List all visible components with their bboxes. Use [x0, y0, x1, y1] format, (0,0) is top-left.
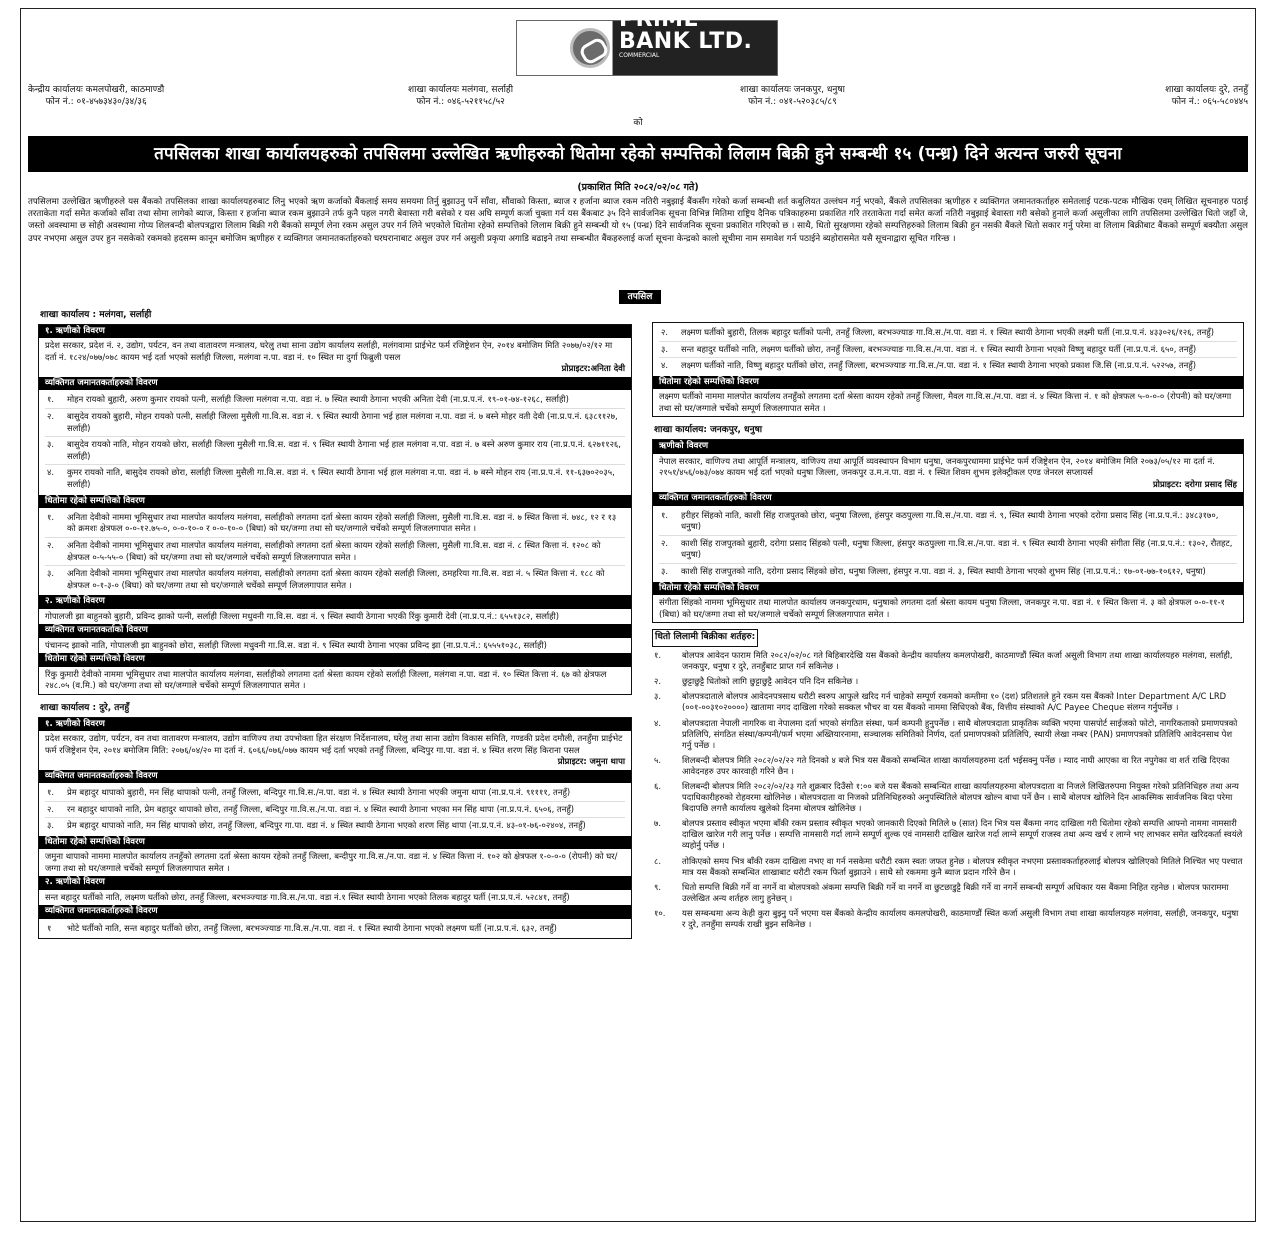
- list-item: ४. लक्ष्मण घर्तीको नाति, विष्णु बहादुर घर्तीको छोरा, तनहुँ जिल्ला, बरभञ्ज्याङ गा.वि.स./न.पा. वडा नं. १ स्थित स्थायी ठेगाना भएको प्रकाश जि.सि (ना.प्र.प.नं. ५२२५७, तनहुँ): [661, 360, 1196, 371]
- guarantor-list: [653, 506, 1243, 582]
- list-item: ३. प्रेम बहादुर थापाको नाति, मन सिंह थापाको छोरा, तनहुँ जिल्ला, बन्दिपुर गा.पा. वडा नं. ४ स्थित स्थायी ठेगाना भएको शरण सिंह थापा (ना.प्र.प.नं. ४३-०१-७६-०२४०४, तनहुँ): [47, 820, 586, 831]
- debtor-section: [652, 439, 1244, 623]
- bank-name: PRiME BANK LTD. $^{COMMERCIAL}$: [619, 7, 753, 59]
- section-body: रिंकु कुमारी देवीको नाममा भूमिसुधार तथा मालपोत कार्यालय मलंगवा, सर्लाहीको लगतमा दर्ता श्रेस्ता कायम रहेको सर्लाही जिल्ला, मलंगवा न.पा. वडा नं. १० स्थित कित्ता नं. ६७ को क्षेत्रफल २४८.०५ (व.मि.) को घर/जग्गा तथा सो घर/जग्गाले चर्चेको सम्पूर्ण लिजलगापात समेत ।: [45, 668, 607, 691]
- terms-heading: धितो लिलामी बिक्रीका शर्तहरु:: [652, 629, 758, 647]
- collateral-list: [39, 508, 631, 596]
- guarantor-list: [653, 323, 1243, 376]
- guarantor-list: [39, 783, 631, 836]
- logo-emblem-area: [517, 21, 613, 75]
- office-dure: शाखा कार्यालयः दुरे, तनहुँ फोन नं.: ०६५-५८०४४५: [1165, 85, 1248, 108]
- left-column: [38, 308, 632, 939]
- branch-heading-janakpur: शाखा कार्यालय: जनकपुर, धनुषा: [654, 425, 763, 436]
- office-malangwa: शाखा कार्यालयः मलंगवा, सर्लाही फोन नं.: ०४६-५२११५८/५२: [408, 85, 514, 108]
- list-item: १. मोहन रायको बुहारी, अरुण कुमार रायको पत्नी, सर्लाही जिल्ला मलंगवा न.पा. वडा नं. ७ स्थित स्थायी ठेगाना भएकी अनिता देवी (ना.प्र.प.नं. १९-०१-७४-१२६८, सर्लाही): [45, 392, 625, 409]
- list-item: ३. अनिता देवीको नाममा भूमिसुधार तथा मालपोत कार्यालय मलंगवा, सर्लाहीको लगतमा दर्ता श्रेस्ता कायम रहेको सर्लाही जिल्ला, ठमहरिया गा.वि.स. वडा नं. ५ स्थित कित्ता नं. १८८ को क्षेत्रफल ०-१-३-० (बिघा) को घर/जग्गा तथा सो घर/जग्गाले चर्चेको सम्पूर्ण लिजलगापात समेत ।: [47, 568, 605, 590]
- list-item: ५. शिलबन्दी बोलपत्र मिति २०८२/०२/२२ गते दिनको ४ बजे भित्र यस बैंकको सम्बन्धित शाखा कार्यालयहरुमा दर्ता भईसक्नु पर्नेछ । म्याद नाघी आएका वा रित नपुगेका वा शर्त राखि दिएका आवेदनहरु उपर कारवाही गरिने छैन ।: [654, 754, 1230, 776]
- branch-heading-malangwa: शाखा कार्यालय : मलंगवा, सर्लाही: [40, 310, 152, 320]
- office-addresses: [28, 84, 1248, 110]
- list-item: ४. कुमर रायको नाति, बासुदेव रायको छोरा, सर्लाही जिल्ला मुसैली गा.वि.स. वडा नं. ९ स्थित स्थायी ठेगाना भई हाल मलंगवा न.पा. वडा नं. ७ बस्ने मोहन राय (ना.प्र.प.नं. ११-६३७०२०३५, सर्लाही): [47, 467, 615, 489]
- notice-title: तपसिलका शाखा कार्यालयहरुको तपसिलमा उल्लेखित ऋणीहरुको धितोमा रहेको सम्पत्तिको लिलाम बिक्री हुने सम्बन्धी १५ (पन्ध्र) दिने अत्यन्त जरुरी सूचना: [28, 136, 1248, 172]
- list-item: २. लक्ष्मण घर्तीको बुहारी, तिलक बहादुर घर्तीको पत्नी, तनहुँ जिल्ला, बरभञ्ज्याङ गा.वि.स./न.पा. वडा नं. १ स्थित स्थायी ठेगाना भएकी लक्ष्मी घर्ती (ना.प्र.प.नं. ४३३०२६/१२६, तनहुँ): [659, 325, 1237, 342]
- section-heading: व्यक्तिगत जमानतकर्ताहरुको विवरण: [653, 492, 1243, 505]
- section-heading: व्यक्तिगत जमानतकर्ताहरुको विवरण: [39, 770, 631, 783]
- list-item: ३. काशी सिंह राजपुतको नाति, दरोगा प्रसाद सिंहको छोरा, धनुषा जिल्ला, हंसपुर न.पा. वडा नं. ३, स्थित स्थायी ठेगाना भएको शुभम सिंह (ना.प्र.प.नं.: १७-०१-७७-१०६१२, धनुषा): [661, 566, 1206, 577]
- list-item: १ भोटे घर्तीको नाति, सन्त बहादुर घर्तीको छोरा, तनहुँ जिल्ला, बरभञ्ज्याङ गा.वि.स./न.पा. वडा नं. १ स्थित स्थायी ठेगाना भएको लक्ष्मण घर्ती (ना.प्र.प.नं. ६३२, तनहुँ): [47, 922, 557, 933]
- section-heading: १. ऋणीको विवरण: [39, 718, 631, 731]
- proprietor: प्रोप्राइटर:अनिता देवी: [561, 363, 625, 374]
- section-body: सन्त बहादुर घर्तीको नाति, लक्ष्मण घर्तीको छोरा, तनहुँ जिल्ला, बरभञ्ज्याङ गा.वि.स./न.पा. वडा नं.१ स्थित स्थायी ठेगाना भएको तिलक बहादुर घर्ती (ना.प्र.प.नं. ५२८४१, तनहुँ): [45, 891, 570, 902]
- section-body: प्रदेश सरकार, उद्योग, पर्यटन, वन तथा वातावरण मन्त्रालय, उद्योग वाणिज्य तथा उपभोक्ता हित संरक्षण निर्देशनालय, घरेलु तथा साना उद्योग विकास समिति, गण्डकी प्रदेश दमौली, तनहुँमा प्राईभेट फर्म रजिष्ट्रेशन ऐन, २०१४ बमोजिम मिति: २०७६/०४/२० मा दर्ता नं. ६०६६/०७६/०७७ कायम भई दर्ता भएको तनहुँ जिल्ला, बन्दिपुर गा.पा. वडा नं. ४ स्थित शरण सिंह किराना पसल प्रोप्राइटर: जमुना थापा: [45, 733, 625, 767]
- section-heading: धितोमा रहेको सम्पत्तिको विवरण: [653, 582, 1243, 595]
- list-item: १०. यस सम्बन्धमा अन्य केही कुरा बुझ्नु पर्ने भएमा यस बैंकको केन्द्रीय कार्यालय कमलपोखरी, काठमाण्डौं स्थित कर्जा असुली विभाग तथा शाखा कार्यालयहरु मलंगवा, सर्लाही, जनकपुर, धनुषा र दुरे, तनहुँमा सम्पर्क राखी बुझ्न सकिनेछ ।: [654, 907, 1239, 929]
- list-item: ३. बोलपत्रदाताले बोलपत्र आवेदनपत्रसाथ धरौटी स्वरुप आफुले खरिद गर्न चाहेको सम्पूर्ण रकमको कम्तीमा १० (दश) प्रतिशतले हुने रकम यस बैंकको Inter Department A/C LRD (००१-००३१०२००००) खातामा नगद दाखिला गरेको सक्कल भौचर वा यस बैंकको नाममा सिधिएको बैंक, वित्तीय संस्थाको A/C Payee Cheque संलग्न गर्नुपर्नेछ ।: [654, 691, 1227, 713]
- list-item: ३. सन्त बहादुर घर्तीको नाति, लक्ष्मण घर्तीको छोरा, तनहुँ जिल्ला, बरभञ्ज्याङ गा.वि.स./न.पा. वडा नं. १ स्थित स्थायी ठेगाना भएको विष्णु बहादुर घर्ती (ना.प्र.प.नं. ६५०, तनहुँ): [659, 342, 1237, 359]
- terms-list: [652, 649, 1244, 933]
- list-item: १. बोलपत्र आवेदन फाराम मिति २०८२/०२/०८ गते बिहिबारदेखि यस बैंकको केन्द्रीय कार्यालय कमलपोखरी, काठमाण्डौं स्थित कर्जा असुली विभाग तथा शाखा कार्यालयहरु मलंगवा, सर्लाही, जनकपुर, धनुषा र दुरे, तनहुँबाट प्राप्त गर्न सकिनेछ ।: [654, 650, 1233, 672]
- section-body: प्रदेश सरकार, प्रदेश नं. २, उद्योग, पर्यटन, वन तथा वातावरण मन्त्रालय, घरेलु तथा साना उद्योग कार्यालय सर्लाही, मलंगवामा प्राईभेट फर्म रजिष्ट्रेशन ऐन, २०१४ बमोजिम मिति २०७७/०२/१२ मा दर्ता नं. १८२४/०७७/०७८ कायम भई दर्ता भएको सर्लाही जिल्ला, मलंगवा न.पा. वडा नं. १० स्थित मा दुर्गा फिब्रुली पसल प्रोप्राइटर:अनिता देवी: [45, 340, 625, 374]
- section-body: गोपालजी झा बाहुनको बुहारी, प्रविन्द झाको पत्नी, सर्लाही जिल्ला मधुवनी गा.वि.स. वडा नं. ९ स्थित स्थायी ठेगाना भएकी रिंकु कुमारी देवी (ना.प्र.प.नं.: ६५५१३८२, सर्लाही): [45, 610, 560, 621]
- list-item: १. हरीहर सिंहको नाति, काशी सिंह राजपुतको छोरा, धनुषा जिल्ला, हंसपुर कठपुल्ला गा.वि.स./न.पा. वडा नं. ९, स्थित स्थायी ठेगाना भएको दरोगा प्रसाद सिंह (ना.प्र.प.नं.: ३४८३१७०, धनुषा): [659, 508, 1237, 536]
- guarantor-list: [39, 919, 631, 939]
- list-item: २. काशी सिंह राजपुतको बुहारी, दरोगा प्रसाद सिंहको पत्नी, धनुषा जिल्ला, हंसपुर कठपुल्ला गा.वि.स./न.पा. वडा नं. ९ स्थित स्थायी ठेगाना भएकी संगीता सिंह (ना.प्र.प.नं.: १३०२, रौतहट, धनुषा): [659, 536, 1237, 564]
- list-item: ३. बासुदेव रायको नाति, मोहन रायको छोरा, सर्लाही जिल्ला मुसैली गा.वि.स. वडा नं. ९ स्थित स्थायी ठेगाना भई हाल मलंगवा न.पा. वडा नं. ७ बस्ने अरुण कुमार राय (ना.प्र.प.नं. ६२७११२६, सर्लाही): [45, 437, 625, 465]
- list-item: २. अनिता देवीको नाममा भूमिसुधार तथा मालपोत कार्यालय मलंगवा, सर्लाहीको लगतमा दर्ता श्रेस्ता कायम रहेको सर्लाही जिल्ला, मुसैली गा.वि.स. वडा नं. ८ स्थित कित्ता नं. १२०८ को क्षेत्रफल ०-५-५५-० (बिघा) को घर/जग्गा तथा सो घर/जग्गाले चर्चेको सम्पूर्ण लिजलगापात समेत ।: [45, 538, 625, 566]
- list-item: १. अनिता देवीको नाममा भूमिसुधार तथा मालपोत कार्यालय मलंगवा, सर्लाहीको लगतमा दर्ता श्रेस्ता कायम रहेको सर्लाही जिल्ला, मुसैली गा.वि.स. वडा नं. ७ स्थित कित्ता नं. ७४८, १२ र १३ को क्रमशः क्षेत्रफल ०-०-१२.७५-०, ०-०-१०-० र ०-०-१०-० (बिघा) को घर/जग्गा तथा सो घर/जग्गाले चर्चेको सम्पूर्ण लिजलगापात समेत ।: [45, 510, 625, 538]
- section-heading: १. ऋणीको विवरण: [39, 325, 631, 338]
- tapasil-label: तपसिल: [619, 290, 661, 304]
- office-janakpur: शाखा कार्यालयः जनकपुर, धनुषा फोन नं.: ०४१-५२०३८५/८९: [740, 85, 845, 108]
- list-item: ९. धितो सम्पत्ति बिक्री गर्ने वा नगर्ने वा बोलपत्रको अंकमा सम्पत्ति बिक्री गर्ने वा नगर्ने वा छुटछाडुट्टै बिक्री गर्ने वा नगर्ने सम्बन्धी सम्पूर्ण अधिकार यस बैंकमा निहित रहनेछ । बोलपत्र फाराममा उल्लेखित अन्य शर्तहरु लागु हुनेछन् ।: [654, 881, 1229, 903]
- section-heading: धितोमा रहेको सम्पत्तिको विवरण: [39, 495, 631, 508]
- intro-paragraph: तपसिलमा उल्लेखित ऋणीहरुले यस बैंकको तपसिलका शाखा कार्यालयहरुबाट लिनु भएको ऋण कर्जाको बैंकलाई समय समयमा तिर्नु बुझाउनु पर्ने साँवा, सौंवाको किस्ता, ब्याज र हर्जाना ब्याज रकम नतिरी नबुझाई बैंकसँग गरेको कर्जा सम्बन्धी शर्त कबुलियत उल्लंघन गर्नु भएको, बैंकले तपसिलका ऋणीहरु र व्यक्तिगत जमानतकर्ताहरु समेतलाई पटक-पटक मौखिक एवम् लिखित सूचनाहरु पठाई तरताकेता गर्दा समेत कर्जाको साँवा तथा सोमा लागेको ब्याज, किस्ता र हर्जाना ब्याज रकम बुझाउने तर्फ कुनै पहल नगरी बेवास्ता गरी बसेको र यस अघि सम्पूर्ण कर्जा चुक्ता गर्न यस बैंकबाट ३५ दिने सार्वजनिक सूचना विभिन्न मितिमा राष्ट्रिय दैनिक पत्रिकाहरुमा प्रकाशित गरि तरताकेता गर्दा समेत कर्जा नतिरी नबुझाई बेवास्ता गरी बसेको हुनाले कर्जा असुलीका लागि तपसिलमा उल्लेखित धितो जहाँ जे, जस्तो अवस्थामा छ सोही अवस्थामा गोप्य शिलबन्दी बोलपत्रद्वारा लिलाम बिक्री गरी बैंकको सम्पूर्ण लेना रकम असुल उपर गर्न लिने भएकोले धितोमा रहेको सम्पत्तिको लिलाम बिक्री हुने सम्बन्धी यो १५ (पन्ध्र) दिने सार्वजनिक सूचना प्रकाशित गरिएको छ । साथै, धितो सुरक्षणमा रहेको सम्पत्तिहरुको लिलाम बिक्री हुन नसकी बैंकले धितो सकार गर्नु परेमा वा लिलाम बिक्रीबाट बैंकको सम्पूर्ण बक्यौता असुल उपर नभएमा असुल उपर हुन नसकेको रकमको हदसम्म कानून बमोजिम ऋणीहरु र व्यक्तिगत जमानतकर्ताहरुको घरघरानाबाट असुल उपर गर्न असुली प्रकृया अगाडि बढाइने तथा सम्बन्धीत बैंकहरुलाई कर्जा सूचना केन्द्रको कालो सूचीमा नाम समावेश गर्न पठाईने ब्यहोरासमेत यसै सूचनाद्वारा सूचित गरिन्छ ।: [28, 197, 1248, 244]
- branch-heading-dure: शाखा कार्यालय : दुरे, तनहुँ: [40, 702, 130, 713]
- office-central: केन्द्रीय कार्यालयः कमलपोखरी, काठमाण्डौ फोन नं.: ०१-४५७३४३०/३४/३६: [28, 85, 165, 108]
- debtor-section: [38, 324, 632, 695]
- list-item: २. रन बहादुर थापाको नाति, प्रेम बहादुर थापाको छोरा, तनहुँ जिल्ला, बन्दिपुर गा.वि.स./न.पा. वडा नं. ४ स्थित स्थायी ठेगाना भएका मन सिंह थापा (ना.प्र.प.नं. ६५०६, तनहुँ): [45, 802, 625, 819]
- bank-emblem-icon: [570, 28, 610, 68]
- list-item: १. प्रेम बहादुर थापाको बुहारी, मन सिंह थापाको पत्नी, तनहुँ जिल्ला, बन्दिपुर गा.वि.स./न.पा. वडा नं. ४ स्थित स्थायी ठेगाना भएकी जमुना थापा (ना.प्र.प.नं. ९११११, तनहुँ): [45, 785, 625, 802]
- bank-name-nepali: प्राइम कमर्सियल बैंक लिमिटेड: [619, 77, 726, 88]
- section-body: जमुना थापाको नाममा मालपोत कार्यालय तनहुँको लगतमा दर्ता श्रेस्ता कायम रहेको तनहुँ जिल्ला, बन्दीपुर गा.वि.स./न.पा. वडा नं. ४ स्थित कित्ता नं. १०२ को क्षेत्रफल १-०-०-० (रोपनी) को घर/जग्गा तथा सो घर/जग्गाले चर्चेको सम्पूर्ण लिजलगापात समेत ।: [45, 851, 618, 873]
- list-item: ६. शिलबन्दी बोलपत्र मिति २०८२/०२/२३ गते शुक्रबार दिउँसो १:०० बजे यस बैंकको सम्बन्धित शाखा कार्यालयहरुमा बोलपत्रदाता वा निजले लिखितरुपमा नियुक्त गरेको प्रतिनिधिहरु तथा अन्य पदाधिकारीहरुको रोहवरमा खोलिनेछ । बोलपत्रदाता वा निजको प्रतिनिधिहरुको अनुपस्थितिले बोलपत्र खोल्न बाधा पर्ने छैन । साथै बोलपत्र खोलिने दिन आकस्मिक सार्वजनिक बिदा परेमा बिदापछि लगत्तै कार्यालय खुलेको दिनमा बोलपत्र खोलिनेछ ।: [654, 780, 1239, 814]
- guarantor-continued-section: [652, 322, 1244, 417]
- section-body: पंचानन्द झाको नाति, गोपालजी झा बाहुनको छोरा, सर्लाही जिल्ला मधुवनी गा.वि.स. वडा नं. ९ स्थित स्थायी ठेगाना भएका प्रविन्द झा (ना.प्र.प.नं.: ६५५५१०३८, सर्लाही): [45, 639, 547, 650]
- proprietor: प्रोप्राइटर: दरोगा प्रसाद सिंह: [1153, 478, 1237, 489]
- bank-logo: [516, 7, 778, 88]
- right-column: [652, 322, 1244, 933]
- list-item: ७. बोलपत्र प्रस्ताव स्वीकृत भएमा बाँकी रकम प्रस्ताव स्वीकृत भएको जानकारी दिएको मितिले ७ (सात) दिन भित्र यस बैंकमा नगद दाखिला गरी धितोमा रहेको सम्पत्ति आफ्नो नाममा नामसारी दाखिल खारेज गरी लानु पर्नेछ । सम्पत्ति नामसारी गर्दा लाग्ने सम्पूर्ण शुल्क एवं नामसारी दाखिल खारेज गर्दा लाग्ने सम्पूर्ण राजस्व तथा अन्य खर्च र लाग्ने भए लाभकर समेत खरिदकर्ता स्वयंले व्यहोर्नु पर्नेछ ।: [654, 818, 1243, 851]
- list-item: ४. बोलपत्रदाता नेपाली नागरिक वा नेपालमा दर्ता भएको संगठित संस्था, फर्म कम्पनी हुनुपर्नेछ । साथै बोलपत्रदाता प्राकृतिक व्यक्ति भएमा पासपोर्ट साईजको फोटो, नागरिकताको प्रमाणपत्रको प्रतिलिपि, संगठित संस्था/कम्पनी/फर्म भएमा अख्तियारनामा, सञ्चालक समितिको निर्णय, दर्ता प्रमाणपत्रको प्रतिलिपि, स्थायी लेखा नम्बर (PAN) प्रमाणपत्रको प्रतिलिपि आवेदनसाथ पेश गर्नु पर्नेछ ।: [654, 717, 1238, 750]
- guarantor-list: [39, 390, 631, 494]
- section-heading: २. ऋणीको विवरण: [39, 595, 631, 608]
- section-body: संगीता सिंहको नाममा भूमिसुधार तथा मालपोत कार्यालय जनकपुरधाम, धनुषाको लगतमा दर्ता श्रेस्ता कायम धनुषा जिल्ला, जनकपुर न.पा. वडा नं. १ स्थित कित्ता नं. ३ को क्षेत्रफल ०-०-११-१ (बिघा) को घर/जग्गा तथा सो घर/जग्गाले चर्चेको सम्पूर्ण लिजलगापात समेत ।: [659, 596, 1225, 619]
- section-body: नेपाल सरकार, वाणिज्य तथा आपूर्ति मन्त्रालय, वाणिज्य तथा आपूर्ति व्यवस्थापन विभाग धनुषा, जनकपुरधाममा प्राईभेट फर्म रजिष्ट्रेशन ऐन, २०१४ बमोजिम मिति २०७३/०५/१२ मा दर्ता नं. २१५१/४५६/०७३/०७४ कायम भई दर्ता भएको धनुषा जिल्ला, जनकपुर उ.म.न.पा. वडा नं. १ स्थित शिवम शुभम इलेक्ट्रीकल एण्ड जेनरल सप्लायर्स प्रोप्राइटर: दरोगा प्रसाद सिंह: [659, 455, 1237, 489]
- published-date: (प्रकाशित मिति २०८२/०२/०८ गते): [577, 182, 699, 193]
- section-heading: व्यक्तिगत जमानतकर्ताहरुको विवरण: [39, 905, 631, 918]
- bank-commercial-tag: COMMERCIAL: [619, 52, 660, 59]
- section-heading: व्यक्तिगत जमानतकर्ताको विवरण: [39, 624, 631, 637]
- section-heading: व्यक्तिगत जमानतकर्ताहरुको विवरण: [39, 377, 631, 390]
- section-body: लक्ष्मण घर्तीको नाममा मालपोत कार्यालय तनहुँको लगतमा दर्ता श्रेस्ता कायम रहेको तनहुँ जिल्ला, मैवल गा.वि.स./न.पा. वडा नं. ४ स्थित कित्ता नं. १ को क्षेत्रफल ५-०-०-० (रोपनी) को घर/जग्गा तथा सो घर/जग्गाले चर्चेको सम्पूर्ण लिजलगापात समेत ।: [659, 391, 1232, 413]
- ko-connector: को: [633, 118, 643, 128]
- list-item: ८. तोकिएको समय भित्र बाँकी रकम दाखिला नभए वा गर्न नसकेमा धरौटी रकम स्वतः जफत हुनेछ । बोलपत्र स्वीकृत नभएमा प्रस्तावकर्ताहरुलाई बोलपत्र खोलिएको मितिले निश्चित भए पश्चात मात्र यस बैंकको सम्बन्धित शाखाबाट धरौटी रकम फिर्ता बुझाउने । साथै सो रकममा कुनै ब्याज प्रदान गरिने छैन ।: [654, 855, 1243, 877]
- proprietor: प्रोप्राइटर: जमुना थापा: [557, 756, 625, 767]
- section-heading: २. ऋणीको विवरण: [39, 876, 631, 889]
- section-heading: धितोमा रहेको सम्पत्तिको विवरण: [39, 653, 631, 666]
- section-heading: धितोमा रहेको सम्पत्तिको विवरण: [653, 376, 1243, 389]
- logo-text-area: [613, 7, 777, 88]
- list-item: २. बासुदेव रायको बुहारी, मोहन रायको पत्नी, सर्लाही जिल्ला मुसैली गा.वि.स. वडा नं. ९ स्थित स्थायी ठेगाना भई हाल मलंगवा न.पा. वडा नं. ७ बस्ने मोहर वती देवी (ना.प्र.प.नं. ६३८११२७, सर्लाही): [45, 409, 625, 437]
- debtor-section: [38, 717, 632, 940]
- section-heading: ऋणीको विवरण: [653, 440, 1243, 453]
- list-item: २. छुट्टाछुट्टै धितोको लागि छुट्टाछुट्टै आवेदन पनि दिन सकिनेछ ।: [654, 676, 859, 687]
- section-heading: धितोमा रहेको सम्पत्तिको विवरण: [39, 836, 631, 849]
